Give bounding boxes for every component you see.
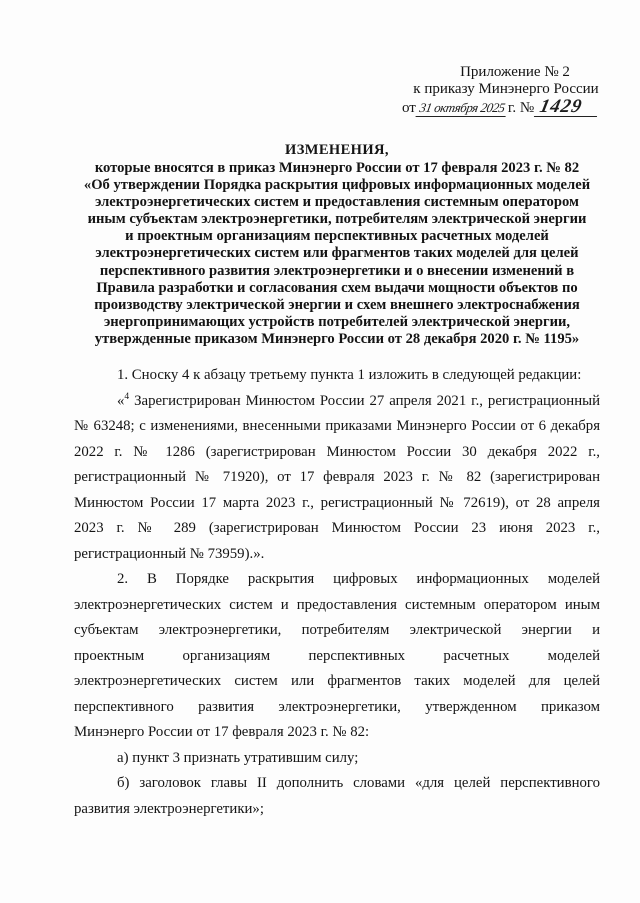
- footnote-line: регистрационный № 73959).».: [74, 545, 265, 562]
- sub-item-b: [74, 771, 600, 822]
- title-heading: ИЗМЕНЕНИЯ,: [285, 142, 389, 158]
- title-line: которые вносятся в приказ Минэнерго России от 17 февраля 2023 г. № 82: [94, 160, 580, 176]
- title-line: энергопринимающих устройств потребителей электрической энергии,: [103, 313, 571, 330]
- item-2-line: 2. В Порядке раскрытия цифровых информационных моделей: [117, 571, 600, 587]
- footnote-open-quote: «: [117, 392, 125, 409]
- footnote-text: [74, 389, 600, 568]
- appendix-label: Приложение № 2: [460, 64, 570, 80]
- title-line: иным субъектам электроэнергетики, потребителям электрической энергии: [87, 211, 587, 228]
- item-2-text: [74, 567, 600, 746]
- footnote-line: 2022 г. № 1286 (зарегистрирован Минюстом России 30 декабря 2022 г.,: [74, 443, 600, 460]
- order-date-number-line: [402, 97, 599, 117]
- title-line: Правила разработки и согласования схем выдачи мощности объектов по: [96, 279, 578, 296]
- item-2-line: электроэнергетических систем или фрагментов таких моделей для целей: [74, 673, 600, 689]
- title-line: «Об утверждении Порядка раскрытия цифровых информационных моделей: [83, 177, 591, 194]
- number-label: г. №: [507, 100, 535, 116]
- title-line: электроэнергетических систем и предоставления системным оператором: [95, 194, 579, 211]
- item-2-line: Минэнерго России от 17 февраля 2023 г. № 82:: [74, 724, 370, 740]
- sub-item-b-line: развития электроэнергетики»;: [74, 800, 264, 817]
- sub-item-b-line: б) заголовок главы II дополнить словами «для целей перспективного: [117, 775, 600, 791]
- title-line: производству электрической энергии и схем внешнего электроснабжения: [94, 296, 580, 313]
- item-2-line: проектным организациям перспективных расчетных моделей: [74, 647, 600, 664]
- footnote-line: регистрационный № 71920), от 17 февраля 2023 г. № 82 (зарегистрирован: [74, 469, 600, 485]
- date-prefix: от: [402, 100, 416, 116]
- item-2-line: субъектам электроэнергетики, потребителям электрической энергии и: [74, 622, 600, 638]
- title-line: перспективного развития электроэнергетики и о внесении изменений в: [99, 262, 575, 279]
- sub-item-a: а) пункт 3 признать утратившим силу;: [117, 749, 359, 766]
- document-body: [74, 363, 600, 822]
- handwritten-order-number: 1429: [534, 97, 601, 117]
- footnote-mark: 4: [124, 391, 130, 402]
- item-1-text: 1. Сноску 4 к абзацу третьему пункта 1 изложить в следующей редакции:: [117, 367, 582, 383]
- footnote-line-text: Зарегистрирован Минюстом России 27 апреля 2021 г., регистрационный: [129, 392, 600, 409]
- title-line: электроэнергетических систем или фрагментов таких моделей для целей: [95, 245, 579, 262]
- footnote-line: 2023 г. № 289 (зарегистрирован Минюстом России 23 июня 2023 г.,: [74, 520, 600, 536]
- footnote-line: Минюстом России 17 марта 2023 г., регистрационный № 72619), от 28 апреля: [74, 494, 600, 511]
- footnote-line: № 63248; с изменениями, внесенными приказами Минэнерго России от 6 декабря: [74, 418, 600, 434]
- footnote-line: [74, 389, 600, 415]
- item-2-line: перспективного развития электроэнергетики, утвержденном приказом: [74, 698, 600, 715]
- title-line: и проектным организациям перспективных расчетных моделей: [125, 228, 549, 245]
- order-reference: к приказу Минэнерго России: [413, 81, 599, 97]
- document-title: [74, 141, 600, 348]
- title-line: утвержденные приказом Минэнерго России от 28 декабря 2020 г. № 1195»: [94, 330, 580, 347]
- handwritten-date: 31 октября 2025: [415, 100, 508, 117]
- item-2-line: электроэнергетических систем и предоставления системным оператором иным: [74, 596, 600, 613]
